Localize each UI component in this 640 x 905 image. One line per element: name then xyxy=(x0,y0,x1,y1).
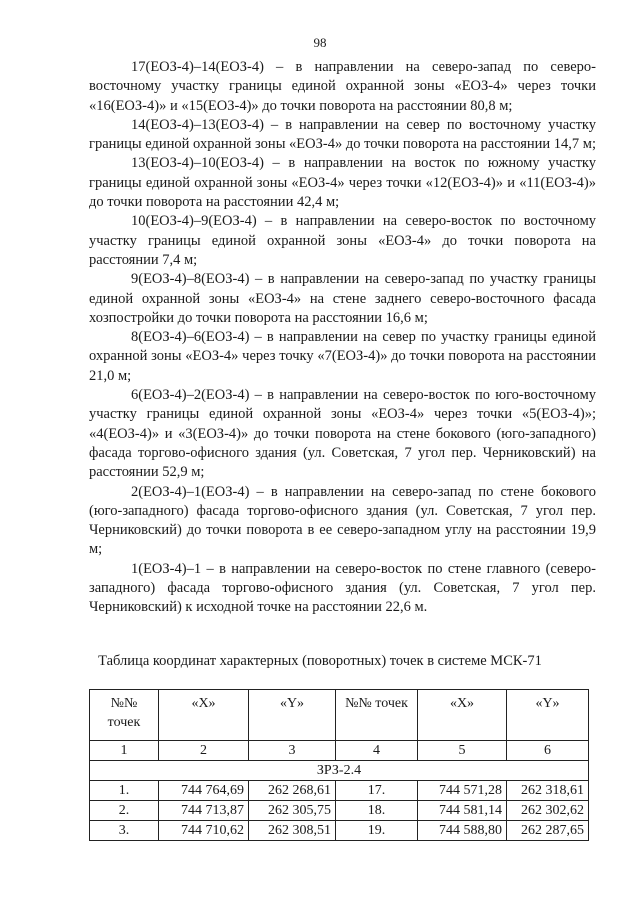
column-number-row xyxy=(90,741,589,761)
paragraph: 6(ЕОЗ-4)–2(ЕОЗ-4) – в направлении на северо-восток по юго-восточному участку границы единой охранной зоны «ЕОЗ-4» через точки «5(ЕОЗ-4)»; «4(ЕОЗ-4)» и «3(ЕОЗ-4)» до точки поворота на стене бокового (юго-западного) фасада торгово-офисного здания (ул. Советская, 7 угол пер. Черниковский) на расстоянии 52,9 м; xyxy=(89,387,596,481)
x-value: 744 713,87 xyxy=(159,801,249,821)
point-number: 1. xyxy=(90,781,159,801)
header-x: «X» xyxy=(159,690,249,741)
y-value: 262 268,61 xyxy=(249,781,336,801)
x-value: 744 588,80 xyxy=(418,821,507,841)
page-number: 98 xyxy=(313,35,327,50)
header-point-number: №№ точек xyxy=(90,690,159,741)
section-title: ЗРЗ-2.4 xyxy=(90,761,589,781)
table-row xyxy=(90,781,589,801)
column-number: 6 xyxy=(507,741,589,761)
paragraph: 14(ЕОЗ-4)–13(ЕОЗ-4) – в направлении на север по восточному участку границы единой охранной зоны «ЕОЗ-4» до точки поворота на расстоянии 14,7 м; xyxy=(89,116,597,153)
x-value: 744 710,62 xyxy=(159,821,249,841)
point-number: 2. xyxy=(90,801,159,821)
paragraph: 10(ЕОЗ-4)–9(ЕОЗ-4) – в направлении на северо-восток по восточному участку границы единой охранной зоны «ЕОЗ-4» до точки поворота на расстоянии 7,4 м; xyxy=(89,213,596,268)
x-value: 744 571,28 xyxy=(418,781,507,801)
column-number: 1 xyxy=(90,741,159,761)
header-x: «X» xyxy=(418,690,507,741)
column-number: 4 xyxy=(336,741,418,761)
coordinates-table xyxy=(89,689,589,841)
column-number: 5 xyxy=(418,741,507,761)
table-row xyxy=(90,821,589,841)
y-value: 262 302,62 xyxy=(507,801,589,821)
header-y: «Y» xyxy=(507,690,589,741)
x-value: 744 581,14 xyxy=(418,801,507,821)
column-number: 3 xyxy=(249,741,336,761)
point-number: 18. xyxy=(336,801,418,821)
paragraph: 17(ЕОЗ-4)–14(ЕОЗ-4) – в направлении на северо-запад по северо-восточному участку границы единой охранной зоны «ЕОЗ-4» через точки «16(ЕОЗ-4)» и «15(ЕОЗ-4)» до точки поворота на расстоянии 80,8 м; xyxy=(89,59,596,114)
point-number: 19. xyxy=(336,821,418,841)
column-number: 2 xyxy=(159,741,249,761)
paragraph: 9(ЕОЗ-4)–8(ЕОЗ-4) – в направлении на северо-запад по участку границы единой охранной зоны «ЕОЗ-4» на стене заднего северо-восточного фасада хозпостройки до точки поворота на расстоянии 16,6 м; xyxy=(89,271,596,326)
section-row xyxy=(90,761,589,781)
paragraph: 13(ЕОЗ-4)–10(ЕОЗ-4) – в направлении на восток по южному участку границы единой охранной зоны «ЕОЗ-4» через точки «12(ЕОЗ-4)» и «11(ЕОЗ-4)» до точки поворота на расстоянии 42,4 м; xyxy=(89,155,596,211)
y-value: 262 305,75 xyxy=(249,801,336,821)
header-point-number: №№ точек xyxy=(336,690,418,741)
body-text xyxy=(89,58,596,618)
point-number: 17. xyxy=(336,781,418,801)
paragraph: 2(ЕОЗ-4)–1(ЕОЗ-4) – в направлении на северо-запад по стене бокового (юго-западного) фасада торгово-офисного здания (ул. Советская, 7 угол пер. Черниковский) до точки поворота в ее северо-западном углу на расстоянии 19,9 м; xyxy=(89,483,596,558)
x-value: 744 764,69 xyxy=(159,781,249,801)
table-row xyxy=(90,801,589,821)
header-y: «Y» xyxy=(249,690,336,741)
paragraph: 8(ЕОЗ-4)–6(ЕОЗ-4) – в направлении на север по участку границы единой охранной зоны «ЕОЗ-4» через точку «7(ЕОЗ-4)» до точки поворота на расстоянии 21,0 м; xyxy=(89,329,596,384)
y-value: 262 287,65 xyxy=(507,821,589,841)
paragraph: 1(ЕОЗ-4)–1 – в направлении на северо-восток по стене главного (северо-западного) фасада торгово-офисного здания (ул. Советская, 7 угол пер. Черниковский) к исходной точке на расстоянии 22,6 м. xyxy=(89,560,596,616)
table-header-row xyxy=(90,690,589,741)
y-value: 262 318,61 xyxy=(507,781,589,801)
table-caption: Таблица координат характерных (поворотных) точек в системе МСК-71 xyxy=(98,653,542,669)
point-number: 3. xyxy=(90,821,159,841)
y-value: 262 308,51 xyxy=(249,821,336,841)
